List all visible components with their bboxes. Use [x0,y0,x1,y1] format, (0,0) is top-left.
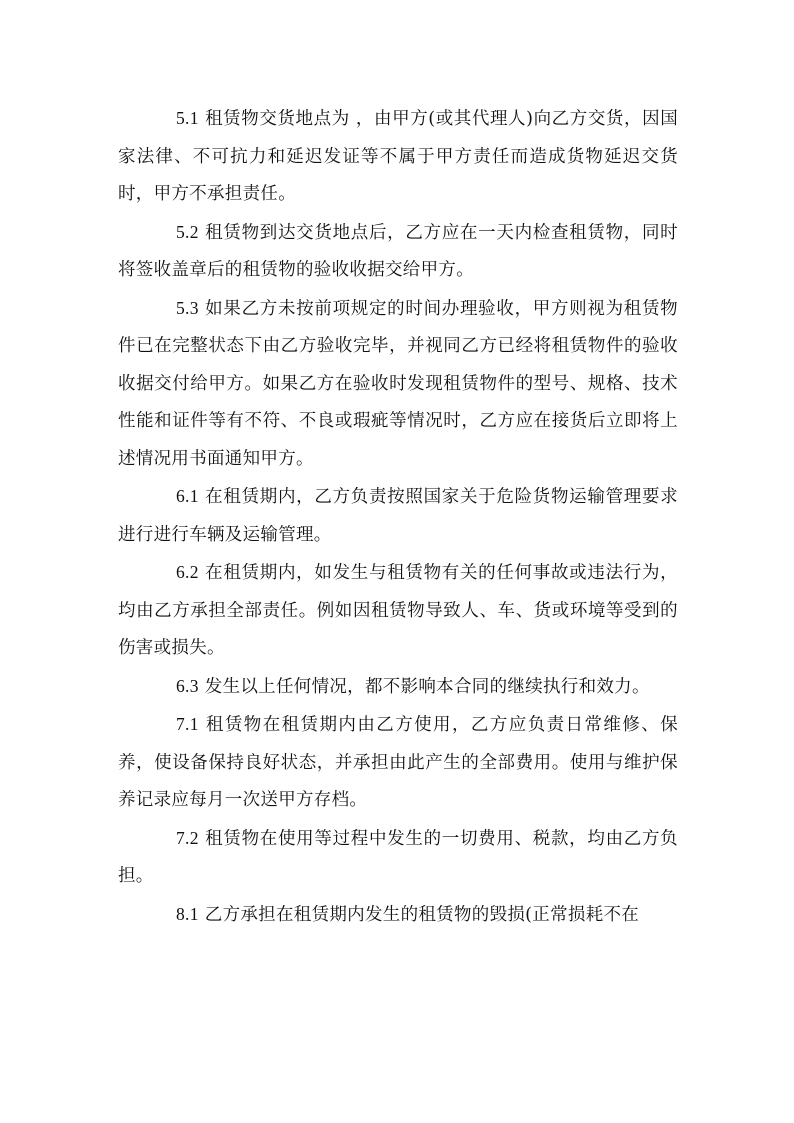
clause-text: 租赁物在租赁期内由乙方使用，乙方应负责日常维修、保养，使设备保持良好状态，并承担由此产生的全部费用。使用与维护保养记录应每月一次送甲方存档。 [118,715,678,810]
clause-text: 在租赁期内，如发生与租赁物有关的任何事故或违法行为，均由乙方承担全部责任。例如因租赁物导致人、车、货或环境等受到的伤害或损失。 [118,563,678,658]
paragraph-6-1 [118,478,678,554]
clause-number: 7.2 [176,827,199,848]
paragraph-5-2 [118,214,678,290]
paragraph-6-2 [118,554,678,668]
clause-text: 租赁物在使用等过程中发生的一切费用、税款，均由乙方负担。 [118,828,678,886]
paragraph-7-2 [118,820,678,896]
clause-number: 5.3 [176,297,199,318]
paragraph-8-1 [118,896,678,935]
clause-number: 5.2 [176,221,199,242]
paragraph-6-3 [118,668,678,707]
clause-number: 6.1 [176,486,199,506]
document-body [118,100,678,934]
clause-text: 发生以上任何情况，都不影响本合同的继续执行和效力。 [204,676,650,697]
paragraph-5-1 [118,100,678,214]
clause-text: 租赁物到达交货地点后，乙方应在一天内检查租赁物，同时将签收盖章后的租赁物的验收收据交给甲方。 [118,222,678,280]
clause-number: 7.1 [176,714,199,734]
paragraph-5-3 [118,290,678,479]
clause-number: 6.2 [176,562,199,582]
clause-number: 6.3 [176,675,199,696]
clause-text: 乙方承担在租赁期内发生的租赁物的毁损(正常损耗不在 [204,904,640,925]
clause-text: 在租赁期内，乙方负责按照国家关于危险货物运输管理要求进行进行车辆及运输管理。 [118,487,678,545]
paragraph-7-1 [118,706,678,820]
clause-text: 如果乙方未按前项规定的时间办理验收，甲方则视为租赁物件已在完整状态下由乙方验收完毕，并视同乙方已经将租赁物件的验收收据交付给甲方。如果乙方在验收时发现租赁物件的型号、规格、技术性能和证件等有不符、不良或瑕疵等情况时，乙方应在接货后立即将上述情况用书面通知甲方。 [118,298,678,469]
clause-number: 8.1 [176,903,199,924]
clause-number: 5.1 [176,108,199,128]
clause-text: 租赁物交货地点为 ，由甲方(或其代理人)向乙方交货，因国家法律、不可抗力和延迟发证等不属于甲方责任而造成货物延迟交货时，甲方不承担责任。 [118,109,678,204]
